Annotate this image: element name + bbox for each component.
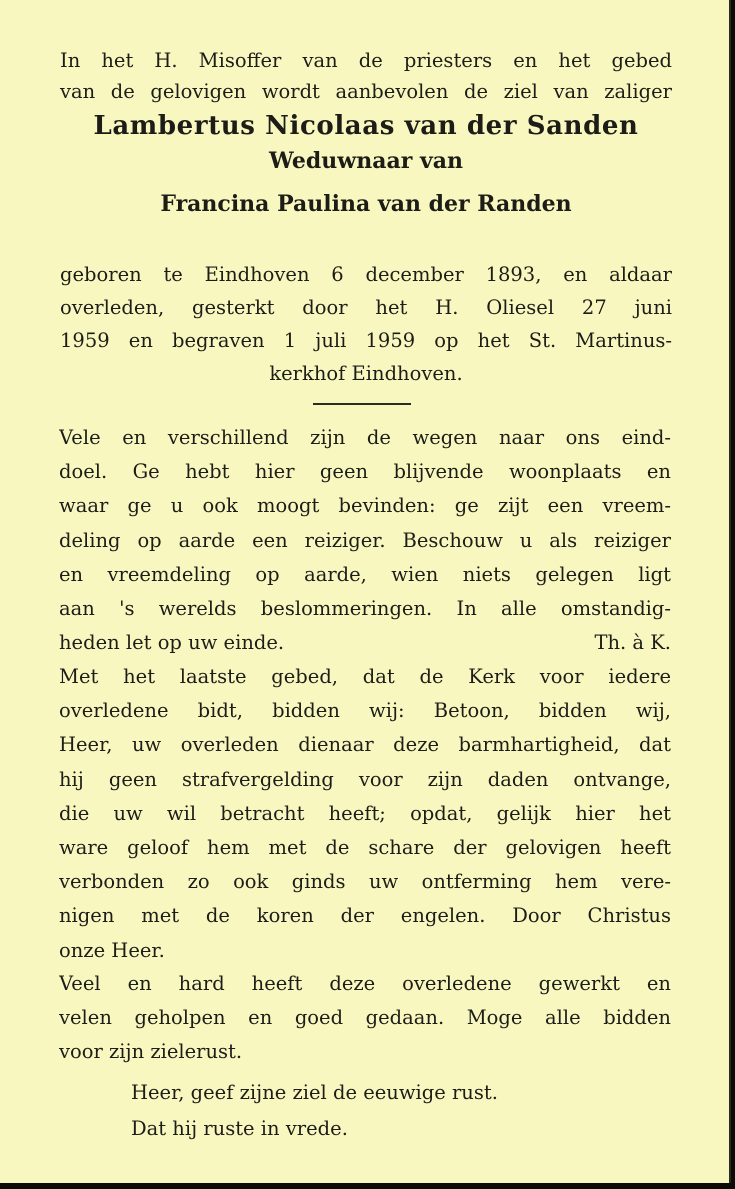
quote-line: waar ge u ook moogt bevinden: ge zijt een vreem- [59, 494, 671, 518]
birth-line-2: overleden, gesterkt door het H. Oliesel 27 juni [60, 296, 672, 319]
quote-attribution: Th. à K. [594, 631, 671, 655]
prayer-block [59, 660, 671, 968]
birth-line-4: kerkhof Eindhoven. [269, 362, 463, 385]
prayer-line: Met het laatste gebed, dat de Kerk voor iedere [59, 665, 671, 688]
spouse-name: Francina Paulina van der Randen [160, 191, 572, 217]
tribute-last-line: voor zijn zielerust. [59, 1040, 243, 1064]
prayer-line: die uw wil betracht heeft; opdat, gelijk hier het [59, 801, 671, 825]
closing-prayer [131, 1075, 651, 1147]
prayer-line: hij geen strafvergelding voor zijn daden ontvange, [59, 767, 671, 791]
prayer-line: overledene bidt, bidden wij: Betoon, bidden wij, [59, 699, 671, 723]
quote-line: Vele en verschillend zijn de wegen naar ons eind- [59, 426, 671, 449]
closing-line-2: Dat hij ruste in vrede. [131, 1117, 348, 1140]
divider-rule [313, 403, 411, 405]
closing-line-1: Heer, geef zijne ziel de eeuwige rust. [131, 1081, 498, 1104]
prayer-line: verbonden zo ook ginds uw ontferming hem vere- [59, 870, 671, 894]
intro-line-2: van de gelovigen wordt aanbevolen de ziel van zaliger [60, 80, 672, 103]
prayer-line: Heer, uw overleden dienaar deze barmhartigheid, dat [59, 733, 671, 757]
quote-line: doel. Ge hebt hier geen blijvende woonplaats en [59, 460, 671, 484]
quote-last-text: heden let op uw einde. [59, 631, 285, 655]
prayer-line: ware geloof hem met de schare der gelovigen heeft [59, 835, 671, 859]
tribute-line: Veel en hard heeft deze overledene gewerkt en [59, 972, 671, 995]
quote-block [59, 421, 671, 660]
widower-of-label: Weduwnaar van [268, 148, 463, 174]
birth-line-1: geboren te Eindhoven 6 december 1893, en aldaar [60, 263, 672, 286]
quote-line: en vreemdeling op aarde, wien niets gelegen ligt [59, 562, 671, 586]
tribute-line: velen geholpen en goed gedaan. Moge alle bidden [59, 1006, 671, 1030]
prayer-line: nigen met de koren der engelen. Door Christus [59, 904, 671, 928]
quote-line: aan 's werelds beslommeringen. In alle omstandig- [59, 596, 671, 620]
quote-last-line [59, 626, 671, 660]
quote-line: deling op aarde een reiziger. Beschouw u als reiziger [59, 528, 671, 552]
deceased-name: Lambertus Nicolaas van der Sanden [93, 111, 639, 141]
birth-line-3: 1959 en begraven 1 juli 1959 op het St. Martinus- [60, 329, 672, 352]
birth-death-block [60, 258, 672, 390]
intro-line-1: In het H. Misoffer van de priesters en het gebed [60, 49, 672, 72]
tribute-block [59, 967, 671, 1070]
prayer-last-line: onze Heer. [59, 938, 165, 962]
intro-block [60, 45, 672, 220]
